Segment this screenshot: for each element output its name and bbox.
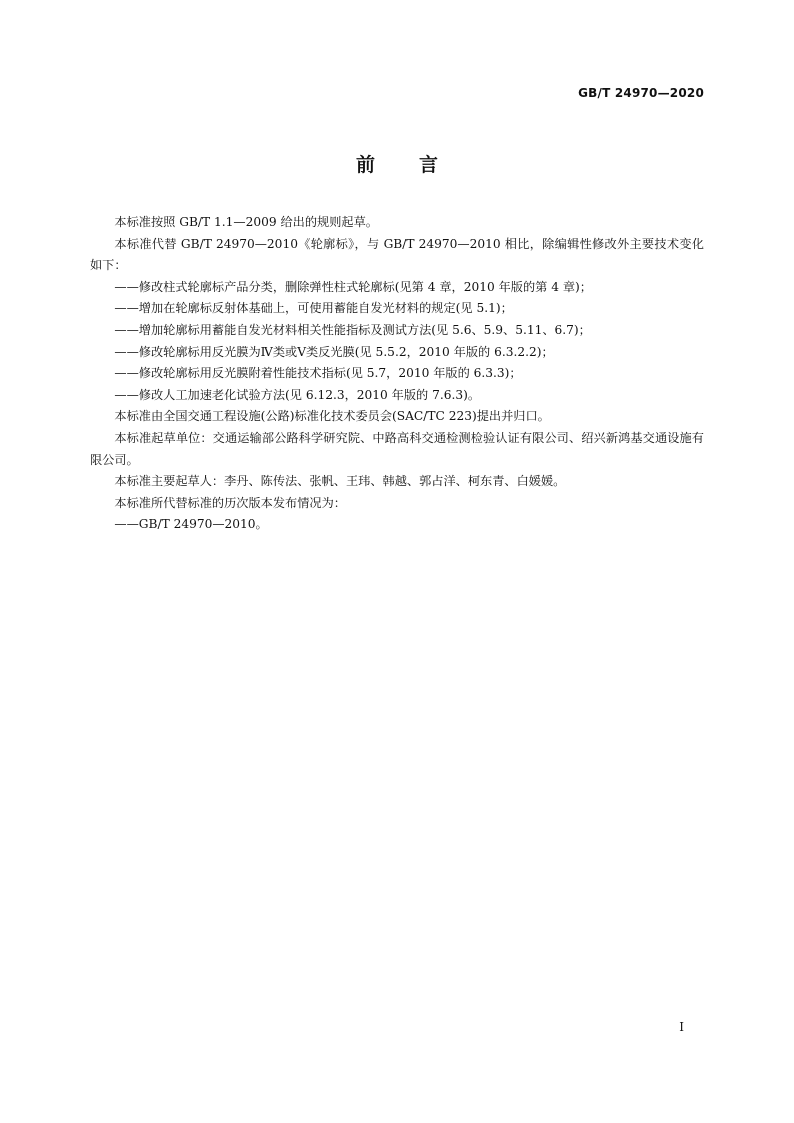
paragraph-proposer: 本标准由全国交通工程设施(公路)标准化技术委员会(SAC/TC 223)提出并归口。 — [114, 409, 550, 424]
change-item: ——修改人工加速老化试验方法(见 6.12.3，2010 年版的 7.6.3)。 — [114, 387, 481, 402]
standard-number: GB/T 24970—2020 — [578, 86, 704, 100]
change-item: ——修改轮廓标用反光膜为Ⅳ类或Ⅴ类反光膜(见 5.5.2，2010 年版的 6.3.2.2)； — [114, 344, 554, 359]
paragraph-drafting-rules: 本标准按照 GB/T 1.1—2009 给出的规则起草。 — [114, 215, 378, 229]
history-item: ——GB/T 24970—2010。 — [114, 517, 268, 532]
paragraph-history: 本标准所代替标准的历次版本发布情况为： — [114, 495, 346, 510]
paragraph-drafting-units: 本标准起草单位：交通运输部公路科学研究院、中路高科交通检测检验认证有限公司、绍兴新鸿基交通设施有限公司。 — [90, 430, 704, 467]
paragraph-replacement: 本标准代替 GB/T 24970—2010《轮廓标》，与 GB/T 24970—2010 相比，除编辑性修改外主要技术变化如下： — [90, 236, 704, 273]
paragraph-drafters: 本标准主要起草人：李丹、陈传法、张帆、王玮、韩越、郭占洋、柯东青、白媛媛。 — [114, 474, 566, 489]
change-item: ——修改轮廓标用反光膜附着性能技术指标(见 5.7，2010 年版的 6.3.3)； — [114, 366, 522, 381]
page-number: I — [679, 1020, 684, 1034]
page-title: 前言 — [355, 154, 482, 176]
change-item: ——增加轮廓标用蓄能自发光材料相关性能指标及测试方法(见 5.6、5.9、5.11、6.7)； — [114, 322, 591, 337]
foreword-body — [90, 212, 704, 536]
change-item: ——修改柱式轮廓标产品分类，删除弹性柱式轮廓标(见第 4 章，2010 年版的第 4 章)； — [114, 279, 592, 294]
change-item: ——增加在轮廓标反射体基础上，可使用蓄能自发光材料的规定(见 5.1)； — [114, 301, 513, 316]
